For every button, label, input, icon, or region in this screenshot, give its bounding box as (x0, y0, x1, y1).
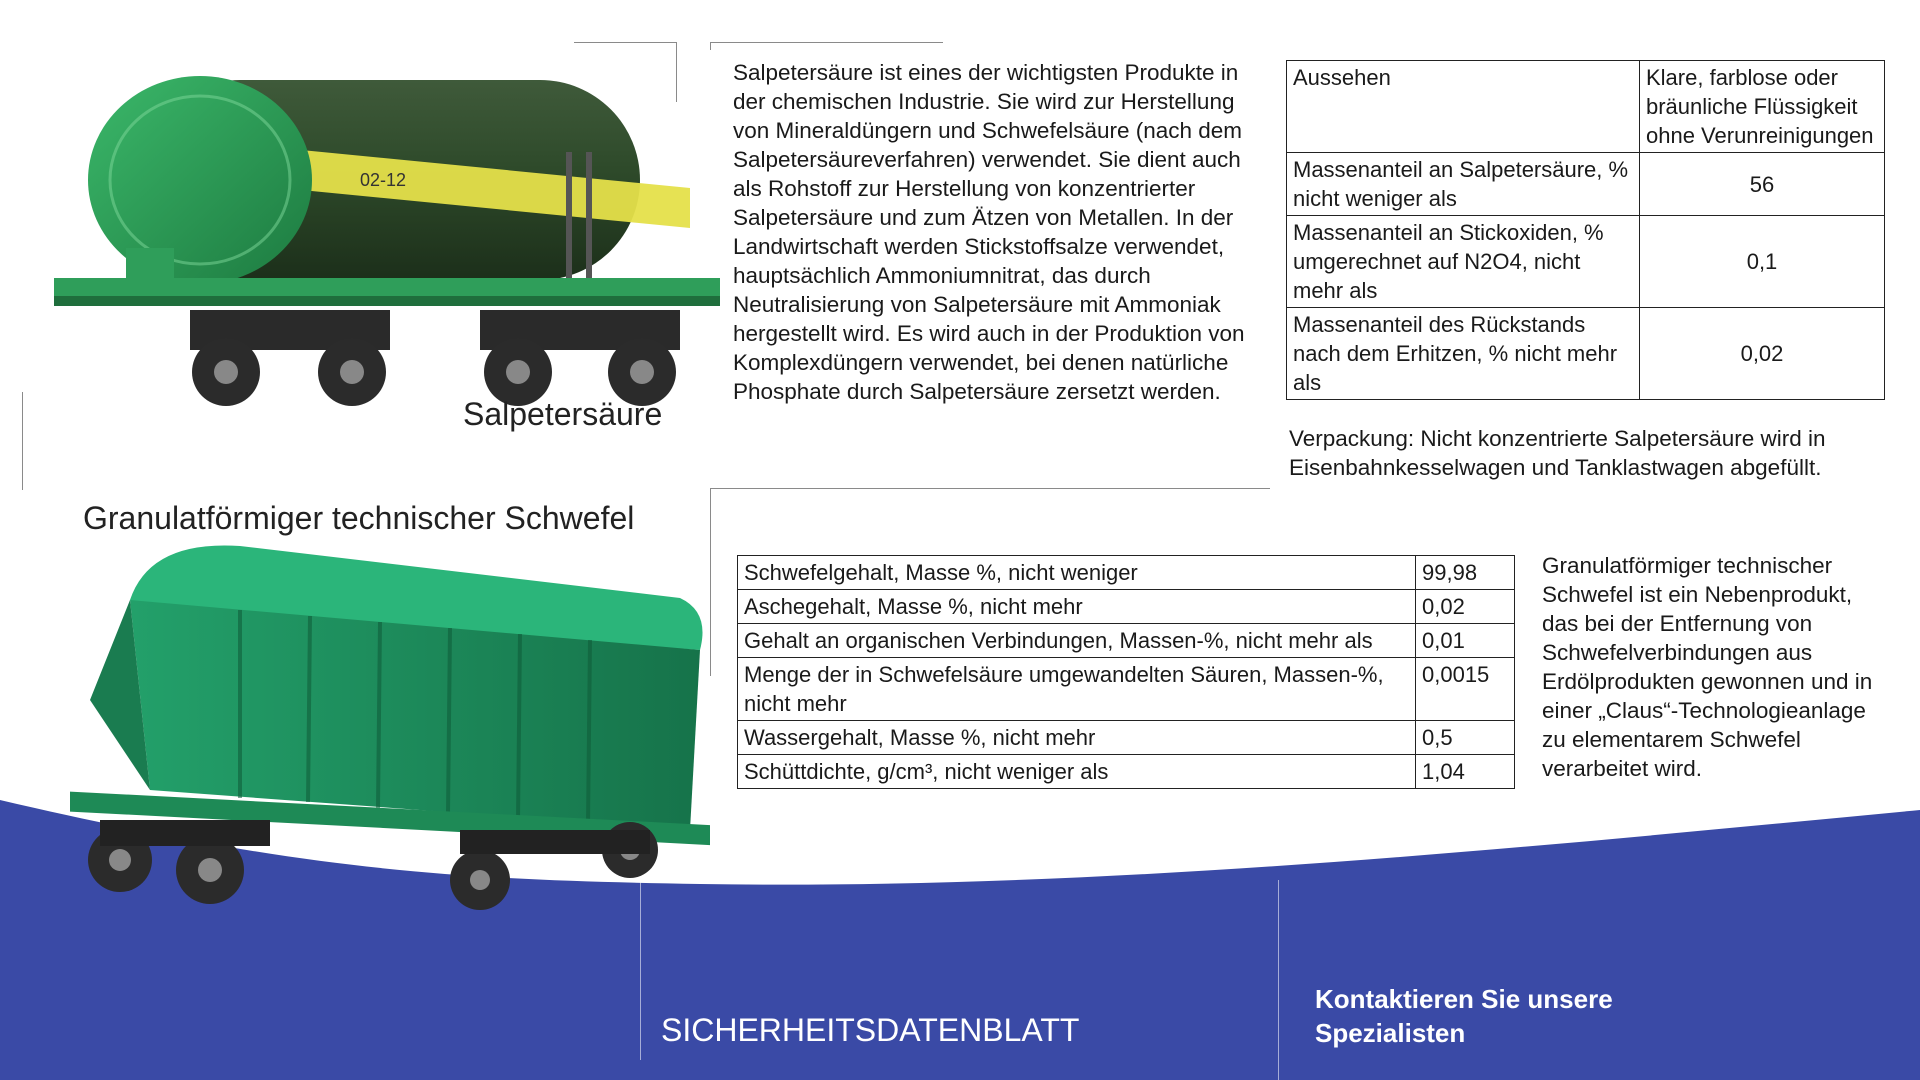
property-name: Massenanteil des Rückstands nach dem Erhitzen, % nicht mehr als (1287, 308, 1640, 400)
property-name: Massenanteil an Salpetersäure, % nicht weniger als (1287, 153, 1640, 216)
property-name: Massenanteil an Stickoxiden, % umgerechnet auf N2O4, nicht mehr als (1287, 216, 1640, 308)
table-row (738, 658, 1515, 721)
divider-line (574, 42, 676, 43)
sulfur-title: Granulatförmiger technischer Schwefel (83, 500, 635, 536)
property-name: Schwefelgehalt, Masse %, nicht weniger (738, 556, 1416, 590)
table-row (738, 755, 1515, 789)
table-row (1287, 61, 1885, 153)
table-row (738, 721, 1515, 755)
nitric-acid-properties-table (1286, 60, 1885, 400)
property-value: 0,01 (1416, 624, 1515, 658)
property-name: Aschegehalt, Masse %, nicht mehr (738, 590, 1416, 624)
property-value: 1,04 (1416, 755, 1515, 789)
property-value: 99,98 (1416, 556, 1515, 590)
property-value: 56 (1640, 153, 1885, 216)
divider-line (710, 42, 943, 43)
property-value: Klare, farblose oder bräunliche Flüssigkeit ohne Verunreinigungen (1640, 61, 1885, 153)
nitric-acid-packaging: Verpackung: Nicht konzentrierte Salpetersäure wird in Eisenbahnkesselwagen und Tanklastwagen abgefüllt. (1289, 426, 1826, 480)
tank-marking: 02-12 (360, 170, 407, 190)
property-name: Aussehen (1287, 61, 1640, 153)
property-value: 0,02 (1640, 308, 1885, 400)
property-value: 0,1 (1640, 216, 1885, 308)
property-name: Wassergehalt, Masse %, nicht mehr (738, 721, 1416, 755)
divider-line (710, 488, 1270, 489)
property-name: Schüttdichte, g/cm³, nicht weniger als (738, 755, 1416, 789)
nitric-acid-title: Salpetersäure (463, 396, 663, 432)
sulfur-description: Granulatförmiger technischer Schwefel ist ein Nebenprodukt, das bei der Entfernung von Schwefelverbindungen aus Erdölprodukten gewonnen und in einer „Claus“-Technologieanlage zu elementarem Schwefel verarbeitet wird. (1542, 553, 1873, 781)
table-row (1287, 216, 1885, 308)
sulfur-properties-table (737, 555, 1515, 789)
divider-line (710, 42, 711, 50)
property-value: 0,0015 (1416, 658, 1515, 721)
property-value: 0,5 (1416, 721, 1515, 755)
property-value: 0,02 (1416, 590, 1515, 624)
property-name: Menge der in Schwefelsäure umgewandelten Säuren, Massen-%, nicht mehr (738, 658, 1416, 721)
table-row (738, 624, 1515, 658)
nitric-acid-description: Salpetersäure ist eines der wichtigsten Produkte in der chemischen Industrie. Sie wird zur Herstellung von Mineraldüngern und Schwefelsäure (nach dem Salpetersäureverfahren) verwendet. Sie dient auch als Rohstoff zur Herstellung von konzentrierter Salpetersäure und zum Ätzen von Metallen. In der Landwirtschaft werden Stickstoffsalze verwendet, hauptsächlich Ammoniumnitrat, das durch Neutralisierung von Salpetersäure mit Ammoniak hergestellt wird. Es wird auch in der Produktion von Komplexdüngern verwendet, bei denen natürliche Phosphate durch Salpetersäure zersetzt werden. (733, 60, 1245, 404)
contact-specialists-link[interactable]: Kontaktieren Sie unsere Spezialisten (1315, 984, 1613, 1048)
tank-wagon-image (30, 52, 720, 442)
hopper-wagon-image (40, 540, 720, 920)
table-row (738, 556, 1515, 590)
divider-line (22, 392, 23, 490)
safety-datasheet-link[interactable]: SICHERHEITSDATENBLATT (661, 1012, 1080, 1048)
property-name: Gehalt an organischen Verbindungen, Massen-%, nicht mehr als (738, 624, 1416, 658)
table-row (738, 590, 1515, 624)
table-row (1287, 308, 1885, 400)
table-row (1287, 153, 1885, 216)
divider-line (1278, 880, 1279, 1080)
